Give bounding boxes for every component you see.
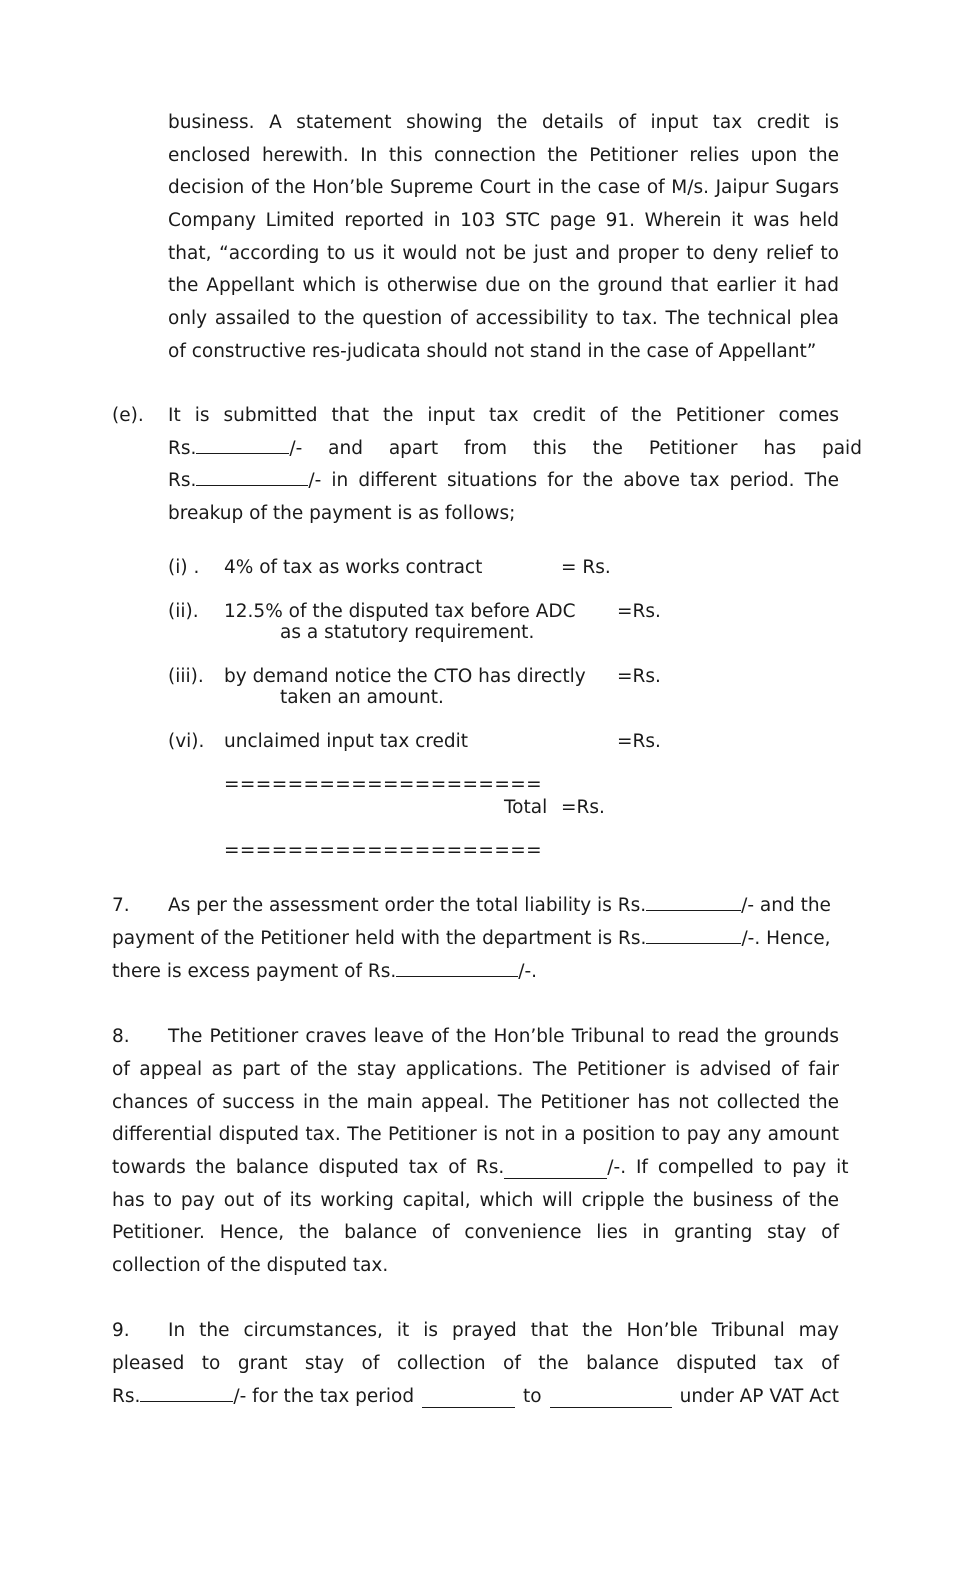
separator-line: ==================== — [224, 774, 543, 795]
total-label: Total — [504, 797, 548, 818]
para-e-line — [168, 433, 862, 466]
blank-field — [196, 436, 289, 454]
para-9-first — [168, 1315, 839, 1348]
breakup-text-cont: as a statutory requirement. — [280, 622, 535, 643]
para-7-num: 7. — [112, 895, 130, 916]
breakup-amount: =Rs. — [617, 731, 661, 752]
breakup-text: by demand notice the CTO has directly — [224, 666, 586, 687]
para-d-line: enclosed herewith. In this connection the Petitioner relies upon the — [168, 144, 839, 166]
blank-field — [396, 959, 518, 977]
breakup-num: (i) . — [168, 557, 200, 578]
para-d-line: Company Limited reported in 103 STC page 91. Wherein it was held — [168, 210, 839, 232]
blank-field — [550, 1390, 672, 1408]
para-e-line: It is submitted that the input tax credit of the Petitioner comes — [168, 405, 839, 426]
para-9-line: In the circumstances, it is prayed that the Hon’ble Tribunal may — [168, 1320, 839, 1341]
separator-line: ==================== — [224, 840, 543, 861]
breakup-num: (iii). — [168, 666, 204, 687]
para-d-line: decision of the Hon’ble Supreme Court in the case of M/s. Jaipur Sugars — [168, 177, 839, 199]
para-8-line: differential disputed tax. The Petitioner is not in a position to pay any amount — [112, 1124, 839, 1146]
para-d-line: of constructive res-judicata should not stand in the case of Appellant” — [168, 340, 817, 362]
breakup-text: 4% of tax as works contract — [224, 557, 483, 578]
para-7-line3: there is excess payment of Rs. /-. — [112, 961, 538, 982]
para-9 — [112, 1348, 839, 1413]
para-8-line: Petitioner. Hence, the balance of convenience lies in granting stay of — [112, 1222, 839, 1244]
para-8-line: collection of the disputed tax. — [112, 1255, 389, 1277]
blank-field — [140, 1384, 233, 1402]
breakup-text-cont: taken an amount. — [280, 687, 444, 708]
para-d-line: business. A statement showing the details of input tax credit is — [168, 112, 839, 133]
breakup-text: 12.5% of the disputed tax before ADC — [224, 601, 576, 622]
para-9-line: pleased to grant stay of collection of the balance disputed tax of — [112, 1353, 839, 1374]
para-8-line: chances of success in the main appeal. The Petitioner has not collected the — [112, 1091, 839, 1113]
para-8 — [112, 1054, 849, 1283]
blank-field — [422, 1390, 515, 1408]
breakup-num: (vi). — [168, 731, 205, 752]
para-e — [168, 400, 862, 531]
para-d-line: that, “according to us it would not be just and proper to deny relief to — [168, 242, 839, 264]
para-d — [168, 107, 839, 369]
breakup-amount: =Rs. — [617, 666, 661, 687]
para-9-num: 9. — [112, 1320, 130, 1341]
para-8-num: 8. — [112, 1026, 130, 1047]
para-d-line: only assailed to the question of accessibility to tax. The technical plea — [168, 308, 839, 330]
blank-field — [504, 1161, 607, 1179]
total-amount: =Rs. — [561, 797, 605, 818]
breakup-num: (ii). — [168, 601, 199, 622]
para-8-line: The Petitioner craves leave of the Hon’ble Tribunal to read the grounds — [168, 1026, 839, 1047]
para-7-line2: payment of the Petitioner held with the department is Rs. /-. Hence, — [112, 928, 831, 949]
para-8-first — [168, 1021, 839, 1054]
para-d-line: the Appellant which is otherwise due on the ground that earlier it had — [168, 275, 839, 297]
blank-field — [196, 468, 308, 486]
para-e-label: (e). — [112, 405, 144, 426]
blank-field — [646, 893, 741, 911]
blank-field — [646, 926, 741, 944]
para-8-line: towards the balance disputed tax of Rs. /-. If compelled to pay it — [112, 1157, 849, 1179]
para-e-line2-start: Rs. /- and apart from this the Petitioner has paid — [168, 437, 862, 459]
para-7-line1: As per the assessment order the total liability is Rs. /- and the — [168, 895, 831, 916]
breakup-text: unclaimed input tax credit — [224, 731, 469, 752]
para-8-line: of appeal as part of the stay applications. The Petitioner is advised of fair — [112, 1059, 839, 1080]
breakup-amount: =Rs. — [617, 601, 661, 622]
para-e-line: Rs. /- in different situations for the above tax period. The — [168, 470, 839, 492]
para-e-line: breakup of the payment is as follows; — [168, 503, 516, 525]
para-9-line: Rs. /- for the tax period to under AP VAT Act — [112, 1385, 839, 1407]
breakup-amount: = Rs. — [561, 557, 611, 578]
para-8-line: has to pay out of its working capital, which will cripple the business of the — [112, 1189, 839, 1211]
